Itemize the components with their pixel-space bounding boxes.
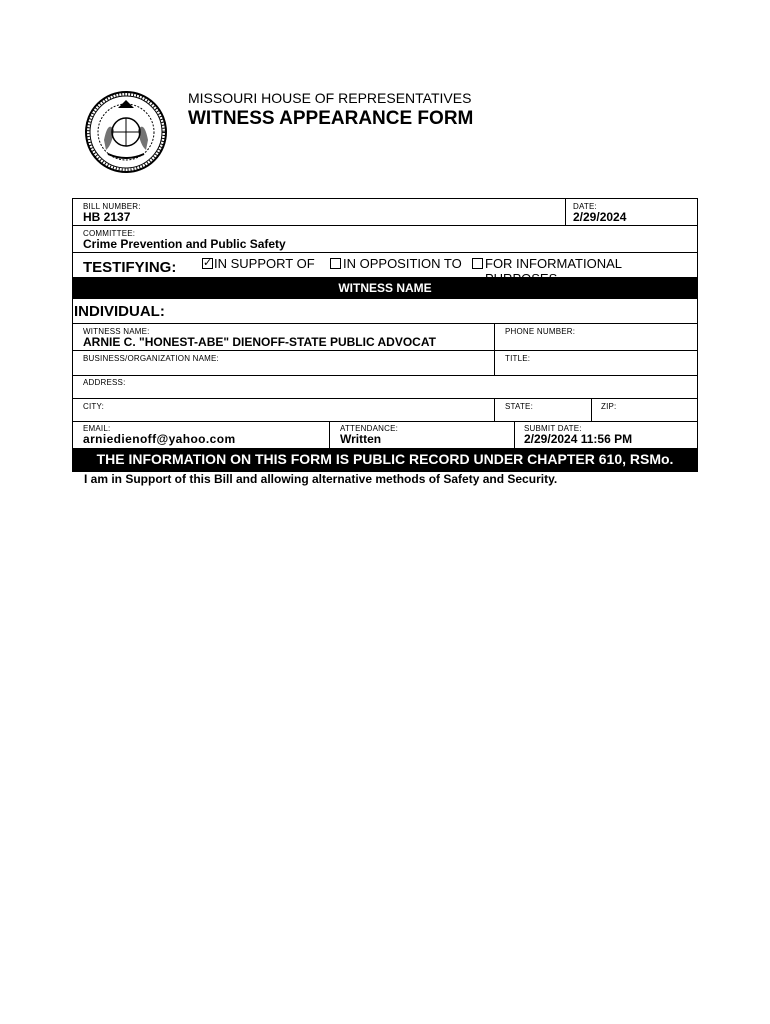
zip-label: ZIP: [601,402,617,411]
divider [73,350,697,351]
form-title: WITNESS APPEARANCE FORM [188,108,474,129]
opposition-option-label: IN OPPOSITION TO [343,256,462,271]
title-label: TITLE: [505,354,531,363]
public-record-notice: THE INFORMATION ON THIS FORM IS PUBLIC RECORD UNDER CHAPTER 610, RSMo. [73,448,697,471]
support-checkbox[interactable]: ✓ [203,257,213,269]
testifying-label: TESTIFYING: [83,259,177,276]
divider [494,398,495,421]
informational-option-label: FOR INFORMATIONAL [485,256,622,271]
state-label: STATE: [505,402,534,411]
email-label: EMAIL: [83,424,111,433]
bill-number-value: HB 2137 [83,210,131,224]
committee-label: COMMITTEE: [83,229,136,238]
divider [514,421,515,448]
divider [73,398,697,399]
divider [73,252,697,253]
phone-number-label: PHONE NUMBER: [505,327,576,336]
witness-form [72,198,698,472]
witness-comment: I am in Support of this Bill and allowing alternative methods of Safety and Security. [84,472,558,486]
divider [73,323,697,324]
opposition-checkbox[interactable] [330,258,341,269]
divider [73,225,697,226]
witness-name-label: WITNESS NAME: [83,327,150,336]
submit-date-value: 2/29/2024 11:56 PM [524,432,633,446]
support-option-label: IN SUPPORT OF [214,256,315,271]
city-label: CITY: [83,402,105,411]
date-label: DATE: [573,202,597,211]
witness-name-header: WITNESS NAME [73,277,697,299]
divider [565,199,566,225]
state-seal-icon [84,90,168,174]
attendance-value: Written [340,432,382,446]
date-value: 2/29/2024 [573,210,627,224]
attendance-label: ATTENDANCE: [340,424,399,433]
divider [329,421,330,448]
business-name-label: BUSINESS/ORGANIZATION NAME: [83,354,219,363]
witness-name-value: ARNIE C. "HONEST-ABE" DIENOFF-STATE PUBLIC ADVOCAT [83,335,436,349]
submit-date-label: SUBMIT DATE: [524,424,582,433]
informational-checkbox[interactable] [472,258,483,269]
divider [591,398,592,421]
divider [73,421,697,422]
individual-label: INDIVIDUAL: [74,303,165,320]
organization-name: MISSOURI HOUSE OF REPRESENTATIVES [188,90,472,106]
email-value: arniedienoff@yahoo.com [83,432,236,446]
committee-value: Crime Prevention and Public Safety [83,237,286,251]
bill-number-label: BILL NUMBER: [83,202,141,211]
divider [73,375,697,376]
address-label: ADDRESS: [83,378,126,387]
